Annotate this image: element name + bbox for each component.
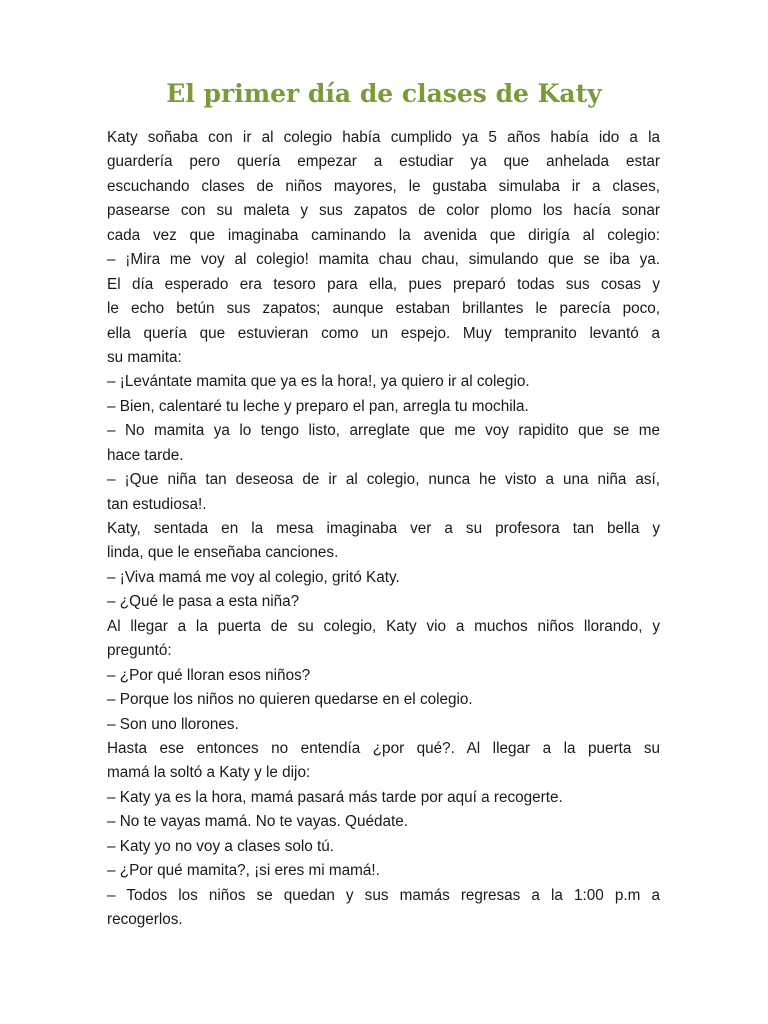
story-line: – Son uno llorones. <box>107 715 239 733</box>
story-line: – ¡Viva mamá me voy al colegio, gritó Katy. <box>107 568 400 586</box>
story-line: – ¡Levántate mamita que ya es la hora!, ya quiero ir al colegio. <box>107 373 530 391</box>
story-line: – Porque los niños no quieren quedarse en el colegio. <box>107 691 473 709</box>
story-line: linda, que le enseñaba canciones. <box>107 544 339 562</box>
story-line: – Bien, calentaré tu leche y preparo el pan, arregla tu mochila. <box>107 397 529 415</box>
story-line: Hasta ese entonces no entendía ¿por qué?. Al llegar a la puerta su <box>107 739 660 757</box>
story-line: – ¡Que niña tan deseosa de ir al colegio, nunca he visto a una niña así, <box>107 471 660 489</box>
story-line: tan estudiosa!. <box>107 495 207 513</box>
story-line: cada vez que imaginaba caminando la avenida que dirigía al colegio: <box>107 226 660 244</box>
story-line: Katy soñaba con ir al colegio había cumplido ya 5 años había ido a la <box>107 129 660 146</box>
story-line: escuchando clases de niños mayores, le gustaba simulaba ir a clases, <box>107 177 660 195</box>
story-line: – Todos los niños se quedan y sus mamás regresas a la 1:00 p.m a <box>107 886 660 904</box>
story-line: El día esperado era tesoro para ella, pues preparó todas sus cosas y <box>107 275 660 293</box>
story-line: – ¿Qué le pasa a esta niña? <box>107 593 300 611</box>
story-line: – No mamita ya lo tengo listo, arreglate que me voy rapidito que se me <box>107 422 660 440</box>
story-line: le echo betún sus zapatos; aunque estaban brillantes le parecía poco, <box>107 300 660 318</box>
story-line: hace tarde. <box>107 446 184 464</box>
story-line: Katy, sentada en la mesa imaginaba ver a su profesora tan bella y <box>107 520 660 537</box>
story-line: – ¿Por qué lloran esos niños? <box>107 666 311 684</box>
story-line: recogerlos. <box>107 911 183 928</box>
story-body <box>107 126 660 932</box>
story-line: – No te vayas mamá. No te vayas. Quédate. <box>107 813 408 831</box>
story-line: – ¡Mira me voy al colegio! mamita chau chau, simulando que se iba ya. <box>107 251 660 269</box>
story-line: ella quería que estuvieran como un espejo. Muy tempranito levantó a <box>107 324 660 342</box>
story-line: mamá la soltó a Katy y le dijo: <box>107 764 311 782</box>
story-line: preguntó: <box>107 642 172 660</box>
story-line: – ¿Por qué mamita?, ¡si eres mi mamá!. <box>107 862 380 880</box>
story-line: – Katy yo no voy a clases solo tú. <box>107 837 335 855</box>
story-line: – Katy ya es la hora, mamá pasará más tarde por aquí a recogerte. <box>107 788 563 806</box>
story-line: su mamita: <box>107 348 182 366</box>
document-title: El primer día de clases de Katy <box>166 79 602 108</box>
story-line: pasearse con su maleta y sus zapatos de color plomo los hacía sonar <box>107 202 660 220</box>
story-line: Al llegar a la puerta de su colegio, Katy vio a muchos niños llorando, y <box>107 617 660 635</box>
story-line: guardería pero quería empezar a estudiar ya que anhelada estar <box>107 153 660 171</box>
